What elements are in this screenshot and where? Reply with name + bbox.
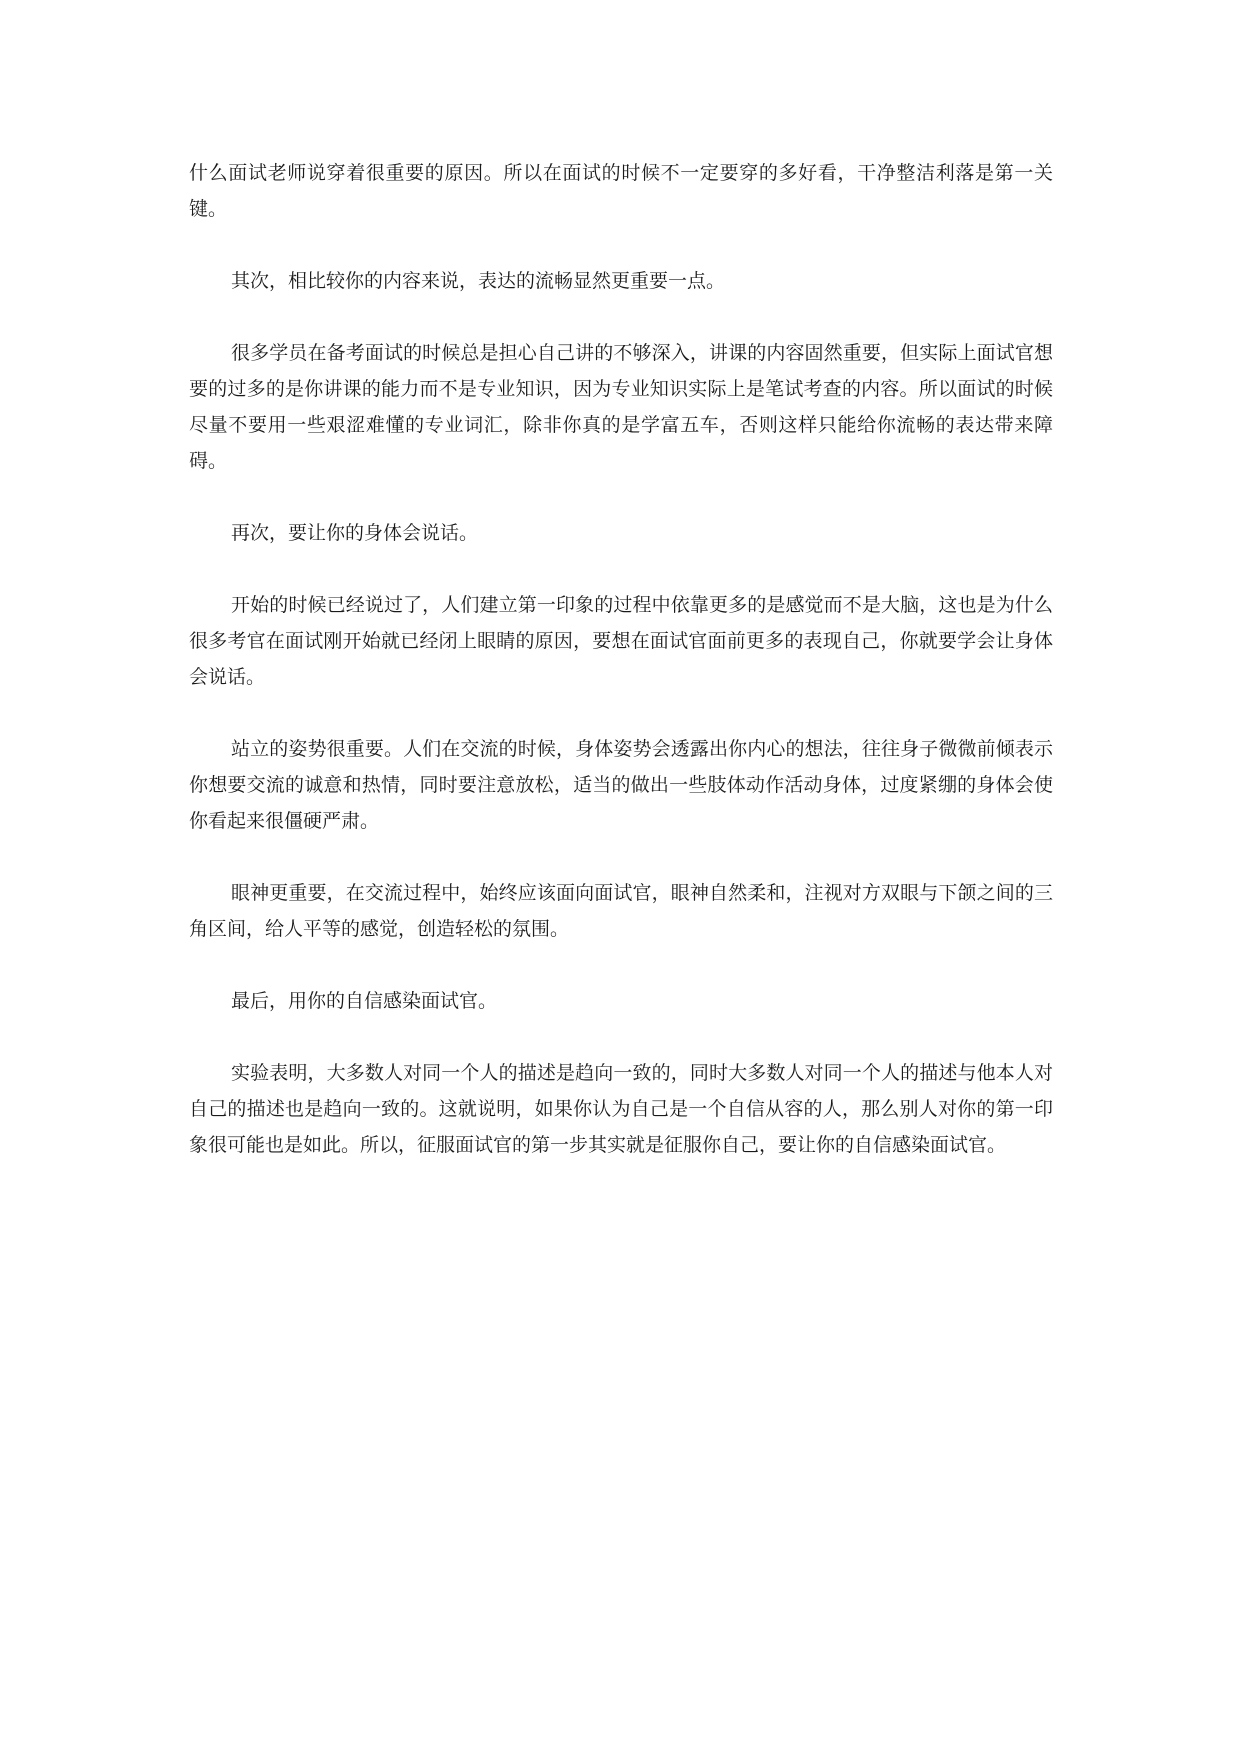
paragraph-9: 实验表明，大多数人对同一个人的描述是趋向一致的，同时大多数人对同一个人的描述与他本人对自己的描述也是趋向一致的。这就说明，如果你认为自己是一个自信从容的人，那么别人对你的第一印象很可能也是如此。所以，征服面试官的第一步其实就是征服你自己，要让你的自信感染面试官。 xyxy=(189,1062,1053,1156)
paragraph-1: 什么面试老师说穿着很重要的原因。所以在面试的时候不一定要穿的多好看，干净整洁利落是第一关键。 xyxy=(189,162,1053,220)
paragraph-5: 开始的时候已经说过了，人们建立第一印象的过程中依靠更多的是感觉而不是大脑，这也是为什么很多考官在面试刚开始就已经闭上眼睛的原因，要想在面试官面前更多的表现自己，你就要学会让身体会说话。 xyxy=(189,594,1053,688)
paragraph-3: 很多学员在备考面试的时候总是担心自己讲的不够深入，讲课的内容固然重要，但实际上面试官想要的过多的是你讲课的能力而不是专业知识，因为专业知识实际上是笔试考查的内容。所以面试的时候尽量不要用一些艰涩难懂的专业词汇，除非你真的是学富五车，否则这样只能给你流畅的表达带来障碍。 xyxy=(189,342,1053,472)
paragraph-7: 眼神更重要，在交流过程中，始终应该面向面试官，眼神自然柔和，注视对方双眼与下颌之间的三角区间，给人平等的感觉，创造轻松的氛围。 xyxy=(189,882,1053,940)
paragraph-8: 最后，用你的自信感染面试官。 xyxy=(231,990,498,1012)
paragraph-4: 再次，要让你的身体会说话。 xyxy=(231,522,479,544)
paragraph-6: 站立的姿势很重要。人们在交流的时候，身体姿势会透露出你内心的想法，往往身子微微前倾表示你想要交流的诚意和热情，同时要注意放松，适当的做出一些肢体动作活动身体，过度紧绷的身体会使你看起来很僵硬严肃。 xyxy=(189,738,1053,832)
paragraph-2: 其次，相比较你的内容来说，表达的流畅显然更重要一点。 xyxy=(231,270,726,292)
document-body xyxy=(189,155,1053,1163)
